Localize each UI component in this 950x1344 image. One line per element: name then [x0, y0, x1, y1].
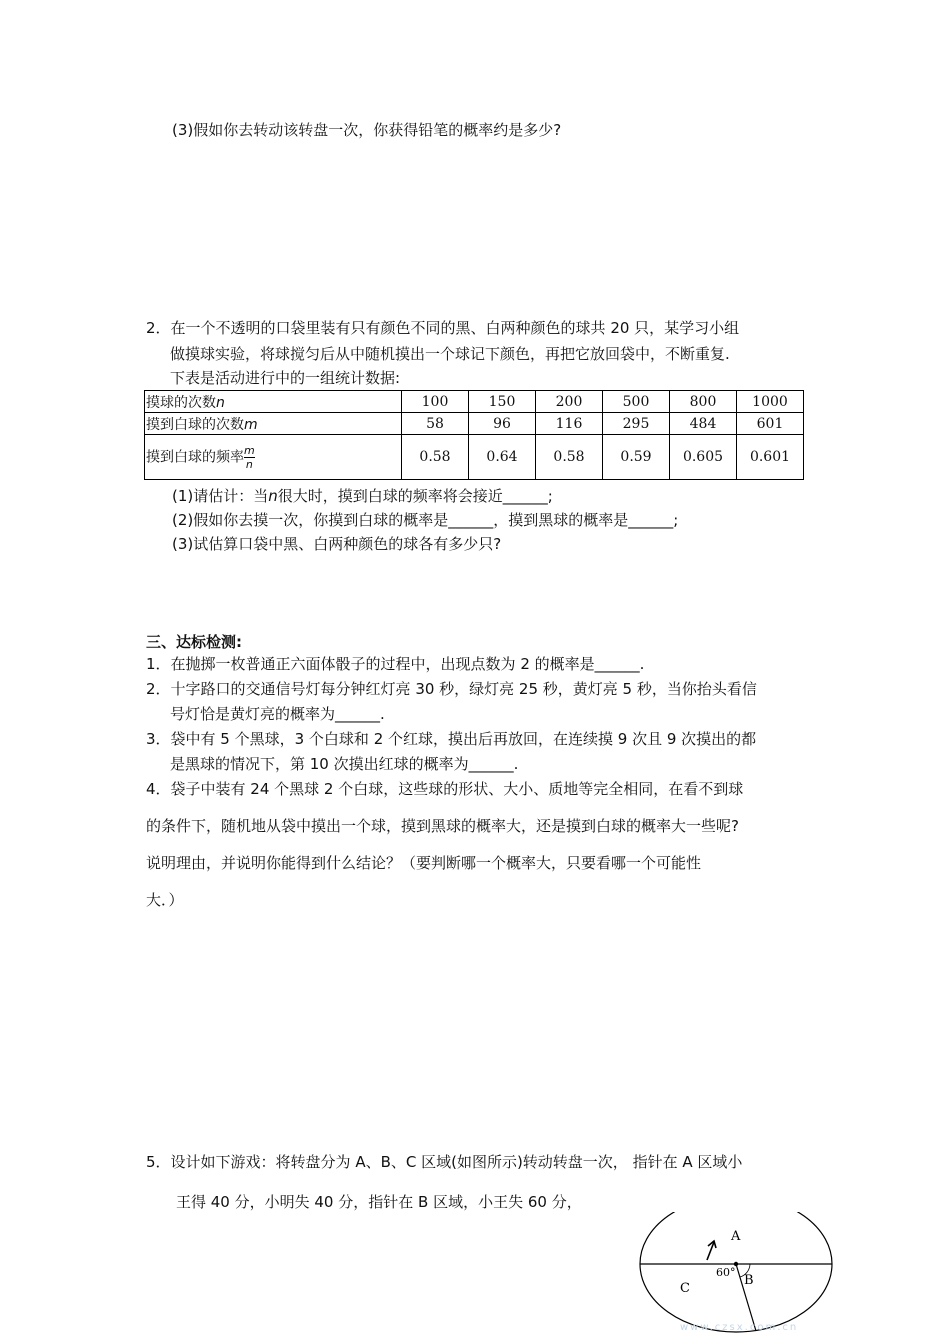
angle-label: 60°: [716, 1266, 736, 1279]
table-cell: 150: [469, 391, 536, 413]
table-cell: 484: [670, 413, 737, 435]
problem-5-line2: 王得 40 分，小明失 40 分，指针在 B 区域，小王失 60 分，: [176, 1193, 582, 1211]
problem-4-line2: 的条件下，随机地从袋中摸出一个球，摸到黑球的概率大，还是摸到白球的概率大一些呢?: [146, 817, 739, 835]
table-cell: 96: [469, 413, 536, 435]
spinner-diagram: [638, 1212, 838, 1340]
table-cell: 200: [536, 391, 603, 413]
table-cell: 500: [603, 391, 670, 413]
problem-2-line1: 2．十字路口的交通信号灯每分钟红灯亮 30 秒，绿灯亮 25 秒，黄灯亮 5 秒，当你抬头看信: [146, 680, 757, 698]
table-cell: 0.601: [737, 435, 804, 480]
table-cell: 295: [603, 413, 670, 435]
problem-4-line4: 大．）: [146, 891, 184, 909]
table-row: [145, 435, 804, 480]
q2-line1: 2．在一个不透明的口袋里装有只有颜色不同的黑、白两种颜色的球共 20 只，某学习小组: [146, 319, 740, 337]
table-cell: 0.59: [603, 435, 670, 480]
q2-sub3: (3)试估算口袋中黑、白两种颜色的球各有多少只?: [172, 535, 502, 553]
table-row: [145, 391, 804, 413]
table-cell: 0.605: [670, 435, 737, 480]
table-cell: 800: [670, 391, 737, 413]
table-row: [145, 413, 804, 435]
row-label-white-count: 摸到白球的次数m: [145, 413, 402, 435]
section-title: 三、达标检测:: [146, 633, 242, 651]
problem-4-line1: 4．袋子中装有 24 个黑球 2 个白球，这些球的形状、大小、质地等完全相同，在看不到球: [146, 780, 744, 798]
row-label-frequency: 摸到白球的频率$\frac{m}{n}$: [145, 435, 402, 480]
q2-sub1: (1)请估计：当n很大时，摸到白球的频率将会接近______;: [172, 487, 553, 505]
q1-part3: (3)假如你去转动该转盘一次，你获得铅笔的概率约是多少?: [172, 121, 562, 139]
table-cell: 0.58: [402, 435, 469, 480]
problem-3-line2: 是黑球的情况下，第 10 次摸出红球的概率为______.: [170, 755, 519, 773]
q2-line2: 做摸球实验，将球搅匀后从中随机摸出一个球记下颜色，再把它放回袋中，不断重复.: [170, 345, 730, 363]
fraction: $\frac{m}{n}$: [244, 443, 255, 471]
table-cell: 601: [737, 413, 804, 435]
problem-2-line2: 号灯恰是黄灯亮的概率为______.: [170, 705, 385, 723]
row-label-draws: 摸球的次数n: [145, 391, 402, 413]
table-cell: 116: [536, 413, 603, 435]
problem-5-line1: 5．设计如下游戏：将转盘分为 A、B、C 区域(如图所示)转动转盘一次， 指针在 A 区域小: [146, 1153, 743, 1171]
problem-4-line3: 说明理由，并说明你能得到什么结论？（要判断哪一个概率大，只要看哪一个可能性: [146, 854, 702, 872]
region-c-label: C: [680, 1281, 690, 1296]
problem-1: 1．在抛掷一枚普通正六面体骰子的过程中，出现点数为 2 的概率是______.: [146, 655, 645, 673]
q2-line3: 下表是活动进行中的一组统计数据:: [170, 369, 401, 387]
table-cell: 1000: [737, 391, 804, 413]
table-cell: 0.58: [536, 435, 603, 480]
table-cell: 58: [402, 413, 469, 435]
q2-sub2: (2)假如你去摸一次，你摸到白球的概率是______，摸到黑球的概率是______;: [172, 511, 679, 529]
watermark: www.czsx.com.cn: [680, 1322, 799, 1333]
stats-table: [144, 390, 804, 480]
region-b-label: B: [744, 1273, 754, 1288]
problem-3-line1: 3．袋中有 5 个黑球，3 个白球和 2 个红球，摸出后再放回，在连续摸 9 次且 9 次摸出的都: [146, 730, 757, 748]
table-cell: 0.64: [469, 435, 536, 480]
table-cell: 100: [402, 391, 469, 413]
region-a-label: A: [731, 1229, 741, 1244]
